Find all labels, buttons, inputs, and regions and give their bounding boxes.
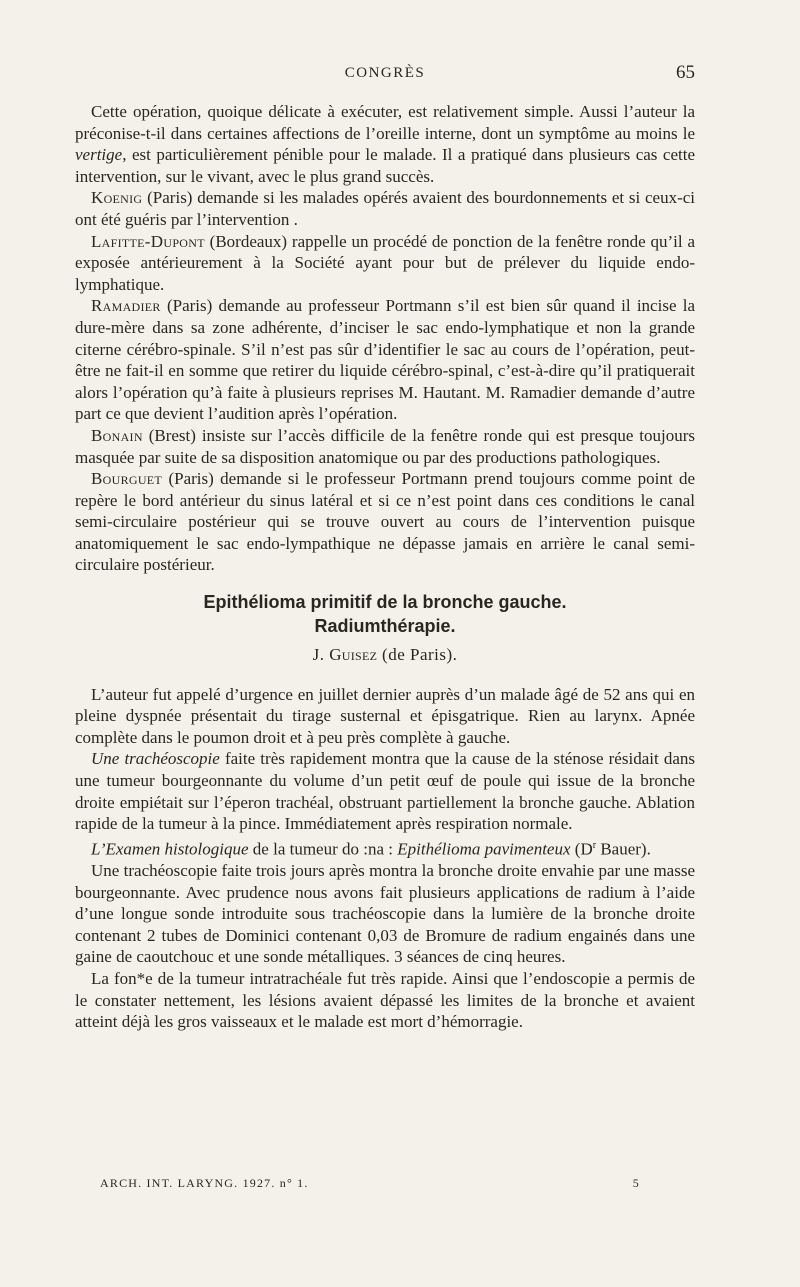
text: L’auteur fut appelé d’urgence en juillet dernier auprès d’un malade âgé de 52 ans qui en pleine dyspnée présentait du tirage susternal et épisgatrique. Rien au larynx. Apnée complète dans le poumon droit et à peu près complète à gauche. xyxy=(75,684,695,747)
text: (Paris) demande si les malades opérés avaient des bourdonnements et si ceux-ci ont été guéris par l’intervention . xyxy=(75,188,695,229)
paragraph xyxy=(75,684,695,749)
signature-mark: 5 xyxy=(632,1176,640,1190)
emphasis: Une trachéoscopie xyxy=(91,749,220,769)
paragraph xyxy=(75,860,695,968)
paragraph xyxy=(75,835,695,860)
paragraph xyxy=(75,968,695,1033)
speaker-name: Ramadier xyxy=(91,296,161,316)
text: faite très rapidement montra que la cause de la sténose résidait dans une tumeur bourgeonnante du volume d’un petit œuf de poule qui issue de la bronche droite empiétait sur l’éperon trachéal, obstruant partiellement la bronche gauche. Ablation rapide de la tumeur à la pince. Immédiatement après respiration normale. xyxy=(75,749,695,834)
paragraph xyxy=(75,231,695,296)
text: de la tumeur do :na : xyxy=(248,839,398,859)
paragraph xyxy=(75,748,695,834)
text: Cette opération, quoique délicate à exécuter, est relativement simple. Aussi l’auteur la préconise-t-il dans certaines affections de l’oreille interne, dont un symptôme au moins le xyxy=(75,102,695,143)
emphasis: vertige xyxy=(75,145,123,165)
article-title-line: Epithélioma primitif de la bronche gauche. xyxy=(203,592,567,613)
superscript: r xyxy=(592,839,597,851)
text: (Paris) demande au professeur Portmann s’il est bien sûr quand il incise la dure-mère dans sa zone adhérente, d’inciser le sac endo-lymphatique et non la grande citerne cérébro-spinale. S’il n’est pas sûr d’identifier le sac au cours de l’opération, peut-être ne fait-il en somme que retirer du liquide cérébro-spinal, c’est-à-dire qu’il pratiquerait alors l’opération qu’à faite à plusieurs reprises M. Hautant. M. Ramadier demande d’autre part ce que devient l’audition après l’opération. xyxy=(75,296,695,424)
paragraph xyxy=(75,295,695,425)
paragraph xyxy=(75,425,695,468)
byline xyxy=(75,644,695,666)
paragraph xyxy=(75,468,695,576)
running-title: CONGRÈS xyxy=(344,65,426,81)
text: (D xyxy=(570,839,593,859)
article-title xyxy=(75,590,695,638)
speaker-name: Lafitte-Dupont xyxy=(91,231,205,251)
speaker-name: Bourguet xyxy=(91,469,163,489)
speaker-name: Bonain xyxy=(91,425,143,445)
text: Bauer). xyxy=(596,839,651,859)
author-name: Guisez xyxy=(329,645,378,665)
text: La fon*e de la tumeur intratrachéale fut très rapide. Ainsi que l’endoscopie a permis de le constater nettement, les lésions avaient dépassé les limites de la bronche et avaient atteint déjà les gros vaisseaux et le malade est mort d’hémorragie. xyxy=(75,969,695,1032)
journal-citation: ARCH. INT. LARYNG. 1927. n° 1. xyxy=(100,1176,309,1190)
text: , est particulièrement pénible pour le malade. Il a pratiqué dans plusieurs cas cette intervention, sur le vivant, avec le plus grand succès. xyxy=(75,145,695,186)
paragraph xyxy=(75,187,695,230)
author-initial: J. xyxy=(312,645,330,665)
running-head xyxy=(75,62,695,86)
paragraph xyxy=(75,101,695,187)
text: (Bordeaux) rappelle un procédé de ponction de la fenêtre ronde qu’il a exposée antérieurement à la Société ayant pour but de prélever du liquide endo-lymphatique. xyxy=(75,231,695,294)
page-number: 65 xyxy=(676,62,695,83)
emphasis: Epithélioma pavimenteux xyxy=(397,839,571,859)
body-text xyxy=(75,101,695,1033)
text: Une trachéoscopie faite trois jours après montra la bronche droite envahie par une masse bourgeonnante. Avec prudence nous avons fait plusieurs applications de radium à l’aide d’une longue sonde introduite sous trachéoscopie dans la lumière de la bronche droite contenant 2 tubes de Dominici contenant 0,03 de Bromure de radium engainés dans une gaine de caoutchouc et une sonde métalliques. 3 séances de cinq heures. xyxy=(75,861,695,967)
speaker-name: Koenig xyxy=(91,188,143,208)
text: (Brest) insiste sur l’accès difficile de la fenêtre ronde qui est presque toujours masquée par suite de sa disposition anatomique ou par des productions pathologiques. xyxy=(75,425,695,467)
article-title-line: Radiumthérapie. xyxy=(314,616,456,637)
author-place: (de Paris). xyxy=(377,645,458,665)
footer xyxy=(100,1176,640,1196)
emphasis: L’Examen histologique xyxy=(91,839,249,859)
text: (Paris) demande si le professeur Portmann prend toujours comme point de repère le bord antérieur du sinus latéral et si ce n’est point dans ces conditions le canal semi-circulaire postérieur qui se trouve ouvert au cours de l’intervention puisque anatomiquement le sac endo-lympathique ne dépasse jamais en arrière le canal semi-circulaire postérieur. xyxy=(75,469,695,575)
